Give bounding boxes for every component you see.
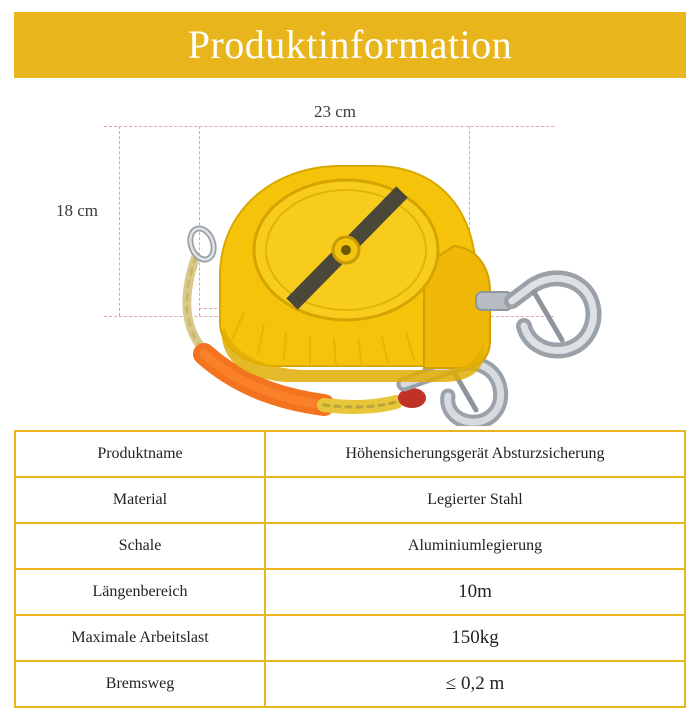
guide-left: [119, 126, 120, 316]
spec-key: Material: [15, 477, 265, 523]
table-row: [15, 615, 685, 661]
table-row: [15, 661, 685, 707]
spec-value: Legierter Stahl: [265, 477, 685, 523]
specification-table: [14, 430, 686, 708]
spec-value: Höhensicherungsgerät Absturzsicherung: [265, 431, 685, 477]
spec-key: Schale: [15, 523, 265, 569]
spec-key: Maximale Arbeitslast: [15, 615, 265, 661]
header-banner: [14, 12, 686, 78]
product-diagram: [14, 86, 686, 426]
table-row: [15, 523, 685, 569]
spec-key: Produktname: [15, 431, 265, 477]
spec-value: ≤ 0,2 m: [265, 661, 685, 707]
spec-key: Bremsweg: [15, 661, 265, 707]
table-row: [15, 431, 685, 477]
spec-value: 150kg: [265, 615, 685, 661]
spec-value: 10m: [265, 569, 685, 615]
dimension-height-label: 18 cm: [56, 201, 99, 220]
product-illustration: [124, 126, 604, 426]
page-title: Produktinformation: [187, 22, 513, 67]
device-housing: [220, 166, 490, 382]
dimension-width-label: 23 cm: [314, 102, 357, 121]
spec-key: Längenbereich: [15, 569, 265, 615]
spec-value: Aluminiumlegierung: [265, 523, 685, 569]
table-row: [15, 569, 685, 615]
upper-snap-hook: [476, 278, 594, 350]
table-row: [15, 477, 685, 523]
